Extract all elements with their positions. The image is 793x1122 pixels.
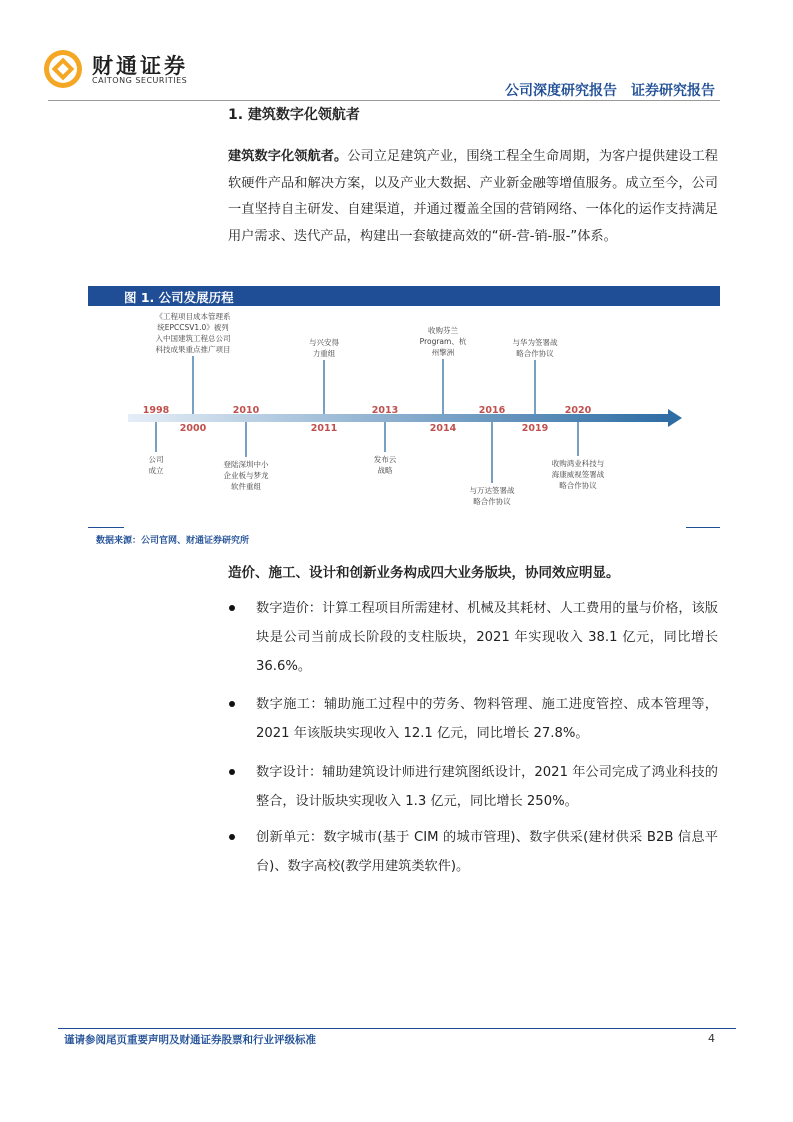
figure-rule-right	[686, 527, 720, 528]
bullet-item: 数字设计：辅助建筑设计师进行建筑图纸设计，2021 年公司完成了鸿业科技的整合，设计版块实现收入 1.3 亿元，同比增长 250%。	[256, 765, 718, 809]
year-label-bottom: 2019	[521, 423, 549, 434]
summary-heading: 造价、施工、设计和创新业务构成四大业务版块，协同效应明显。	[228, 565, 620, 581]
event-label-above: 州擎洲	[431, 348, 455, 357]
event-label-above: 力重组	[312, 349, 336, 358]
year-label-top: 1998	[142, 405, 170, 416]
event-label-below: 公司	[148, 455, 164, 464]
logo-en-text: CAITONG SECURITIES	[92, 76, 188, 85]
event-label-above: 与华为签署战	[512, 338, 558, 347]
event-label-below: 海康威视签署战	[551, 470, 605, 479]
footer-divider	[58, 1028, 736, 1029]
event-label-below: 略合作协议	[473, 497, 511, 506]
intro-paragraph	[228, 144, 718, 250]
event-label-above: 统EPCCSV1.0》被列	[157, 323, 229, 332]
event-label-below: 软件重组	[231, 482, 261, 491]
bullet-dot-icon	[229, 834, 235, 840]
event-label-below: 战略	[377, 466, 393, 475]
year-label-top: 2016	[478, 405, 506, 416]
bullet-dot-icon	[229, 701, 235, 707]
event-label-above: Program、杭	[419, 337, 467, 346]
event-label-below: 略合作协议	[559, 481, 597, 490]
footer-disclaimer: 谨请参阅尾页重要声明及财通证券股票和行业评级标准	[64, 1034, 316, 1046]
timeline-arrow-icon	[668, 409, 682, 427]
report-type: 公司深度研究报告 证券研究报告	[505, 83, 715, 99]
figure-source: 数据来源：公司官网、财通证券研究所	[96, 536, 250, 546]
event-label-above: 与兴安得	[309, 338, 339, 347]
event-label-below: 与万达签署战	[469, 486, 515, 495]
event-label-above: 收购芬兰	[428, 326, 458, 335]
timeline-chart	[88, 306, 720, 528]
page-number: 4	[708, 1032, 715, 1045]
figure-rule-left	[88, 527, 124, 528]
bullet-dot-icon	[229, 605, 235, 611]
year-label-bottom: 2014	[429, 423, 457, 434]
header-divider	[48, 100, 720, 101]
event-label-below: 发布云	[373, 455, 397, 464]
bullet-dot-icon	[229, 769, 235, 775]
event-label-above: 入中国建筑工程总公司	[155, 334, 231, 343]
intro-lead: 建筑数字化领航者。	[228, 149, 348, 164]
event-label-above: 《工程项目成本管理系	[155, 312, 231, 321]
event-label-above: 科技成果重点推广项目	[155, 345, 231, 354]
year-label-bottom: 2011	[310, 423, 338, 434]
event-label-below: 成立	[148, 466, 164, 475]
event-label-below: 企业板与梦龙	[223, 471, 269, 480]
event-label-below: 收购鸿业科技与	[551, 459, 605, 468]
event-label-below: 登陆深圳中小	[223, 460, 269, 469]
intro-text: 公司立足建筑产业，围绕工程全生命周期，为客户提供建设工程软硬件产品和解决方案，以及产业大数据、产业新金融等增值服务。成立至今，公司一直坚持自主研发、自建渠道，并通过覆盖全国的营销网络、一体化的运作支持满足用户需求、迭代产品，构建出一套敏捷高效的“研-营-销-服-”体系。	[228, 149, 718, 244]
year-label-bottom: 2000	[179, 423, 207, 434]
figure-title: 图 1. 公司发展历程	[124, 290, 234, 305]
logo-cn-text: 财通证券	[92, 54, 188, 78]
year-label-top: 2013	[371, 405, 399, 416]
section-title: 1. 建筑数字化领航者	[228, 107, 360, 123]
caitong-logo-icon	[42, 48, 84, 90]
year-label-top: 2020	[564, 405, 592, 416]
bullet-item: 数字造价：计算工程项目所需建材、机械及其耗材、人工费用的量与价格，该版块是公司当前成长阶段的支柱版块，2021 年实现收入 38.1 亿元，同比增长 36.6%。	[256, 601, 718, 674]
bullet-item: 创新单元：数字城市(基于 CIM 的城市管理)、数字供采(建材供采 B2B 信息平台)、数字高校(教学用建筑类软件)。	[256, 830, 718, 874]
bullet-item: 数字施工：辅助施工过程中的劳务、物料管理、施工进度管控、成本管理等，2021 年该版块实现收入 12.1 亿元，同比增长 27.8%。	[256, 697, 718, 741]
year-label-top: 2010	[232, 405, 260, 416]
event-label-above: 略合作协议	[516, 349, 554, 358]
